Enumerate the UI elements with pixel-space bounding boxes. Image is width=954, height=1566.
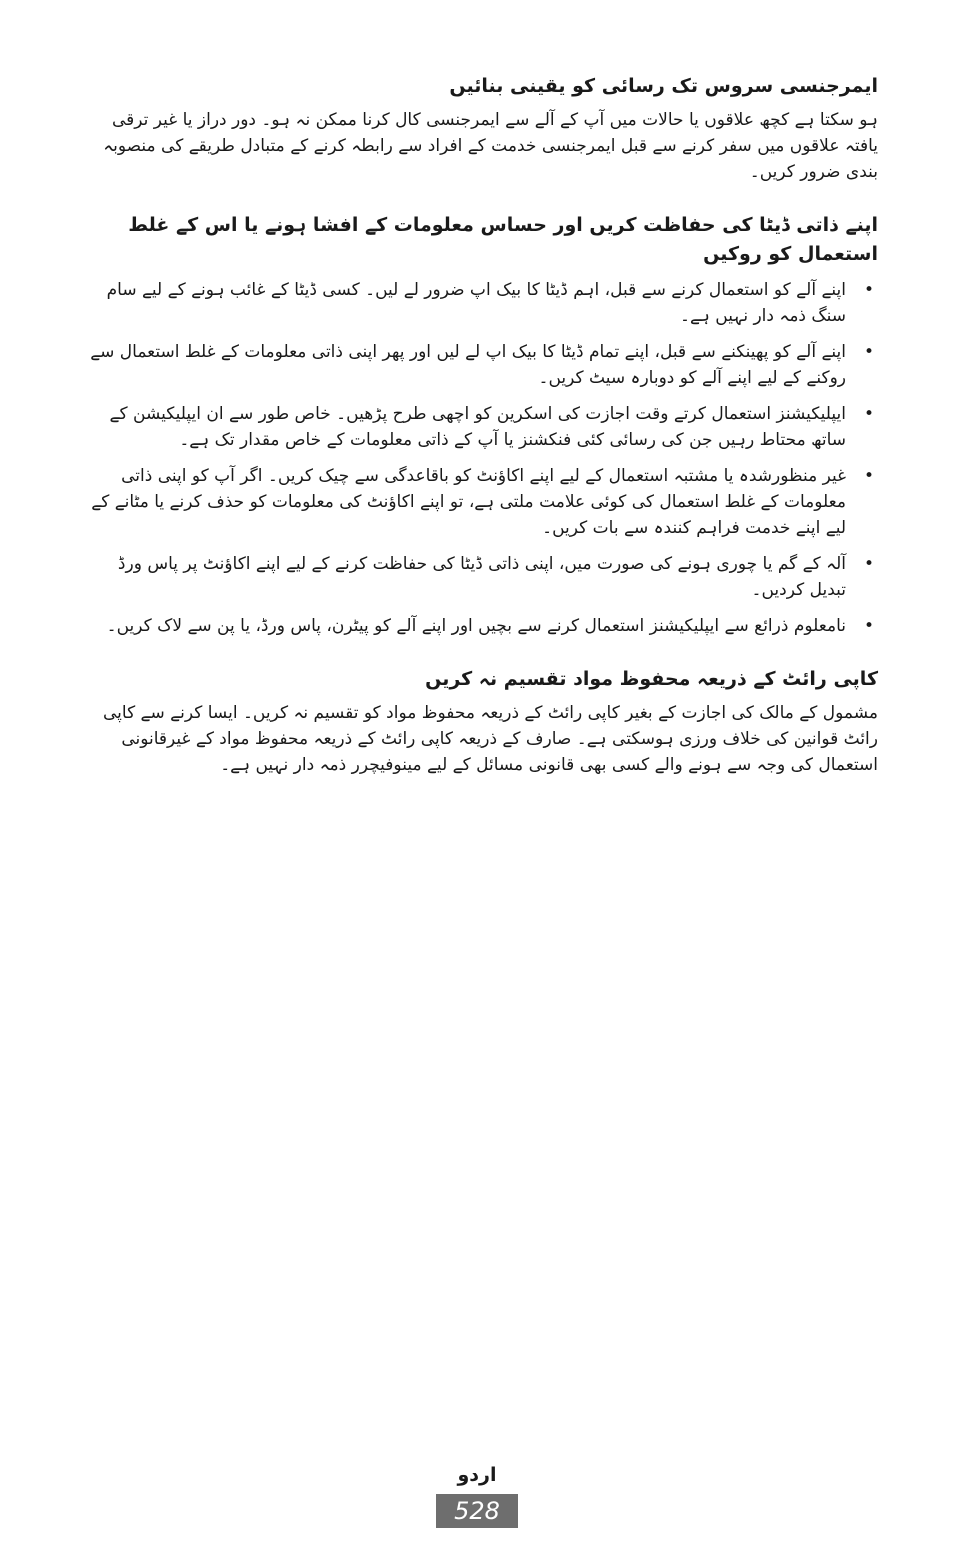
list-item <box>78 277 878 329</box>
section-title: ایمرجنسی سروس تک رسائی کو یقینی بنائیں <box>449 75 878 97</box>
section-emergency <box>78 72 878 185</box>
bullet-icon: • <box>863 616 874 636</box>
bullet-icon: • <box>863 404 874 424</box>
bullet-icon: • <box>863 280 874 300</box>
page-number: 528 <box>436 1494 518 1528</box>
bullet-list <box>78 277 878 639</box>
language-label: اردو <box>457 1464 497 1486</box>
list-item-text: آلہ کے گم یا چوری ہونے کی صورت میں، اپنی ذاتی ڈیٹا کی حفاظت کرنے کے لیے اپنے اکاؤنٹ پر پاس ورڈ تبدیل کردیں۔ <box>117 554 846 600</box>
section-title: کاپی رائٹ کے ذریعہ محفوظ مواد تقسیم نہ کریں <box>425 668 878 690</box>
list-item-text: اپنے آلے کو استعمال کرنے سے قبل، اہم ڈیٹا کا بیک اپ ضرور لے لیں۔ کسی ڈیٹا کے غائب ہونے کے لیے سام سنگ ذمہ دار نہیں ہے۔ <box>106 280 846 326</box>
bullet-icon: • <box>863 554 874 574</box>
list-item-text: غیر منظورشدہ یا مشتبہ استعمال کے لیے اپنے اکاؤنٹ کو باقاعدگی سے چیک کریں۔ اگر آپ کو اپنی ذاتی معلومات کے غلط استعمال کی کوئی علامت ملتی ہے، تو اپنے اکاؤنٹ کی معلومات کو حذف کرنے یا مٹانے کے لیے اپنے خدمت فراہم کنندہ سے بات کریں۔ <box>91 466 846 538</box>
list-item-text: اپنے آلے کو پھینکنے سے قبل، اپنے تمام ڈیٹا کا بیک اپ لے لیں اور پھر اپنی ذاتی معلومات کے غلط استعمال سے روکنے کے لیے اپنے آلے کو دوبارہ سیٹ کریں۔ <box>90 342 846 388</box>
list-item <box>78 551 878 603</box>
section-paragraph: مشمول کے مالک کی اجازت کے بغیر کاپی رائٹ کے ذریعہ محفوظ مواد کو تقسیم نہ کریں۔ ایسا کرنے سے کاپی رائٹ قوانین کی خلاف ورزی ہوسکتی ہے۔ صارف کے ذریعہ کاپی رائٹ کے ذریعہ محفوظ مواد کے غیرقانونی استعمال کی وجہ سے ہونے والے کسی بھی قانونی مسائل کے لیے مینوفیچرر ذمہ دار نہیں ہے۔ <box>102 703 878 775</box>
section-personal-data <box>78 211 878 639</box>
list-item <box>78 401 878 453</box>
list-item <box>78 463 878 541</box>
list-item <box>78 339 878 391</box>
page-footer <box>0 1464 954 1528</box>
list-item-text: نامعلوم ذرائع سے ایپلیکیشنز استعمال کرنے سے بچیں اور اپنے آلے کو پیٹرن، پاس ورڈ، یا پن سے لاک کریں۔ <box>106 616 846 636</box>
section-paragraph: ہو سکتا ہے کچھ علاقوں یا حالات میں آپ کے آلے سے ایمرجنسی کال کرنا ممکن نہ ہو۔ دور دراز یا غیر ترقی یافتہ علاقوں میں سفر کرنے سے قبل ایمرجنسی خدمت کے افراد سے رابطہ کرنے کے متبادل طریقے کی منصوبہ بندی ضرور کریں۔ <box>103 110 878 182</box>
section-copyright <box>78 665 878 778</box>
list-item <box>78 613 878 639</box>
bullet-icon: • <box>863 342 874 362</box>
list-item-text: ایپلیکیشنز استعمال کرتے وقت اجازت کی اسکرین کو اچھی طرح پڑھیں۔ خاص طور سے ان ایپلیکیشن کے ساتھ محتاط رہیں جن کی رسائی کئی فنکشنز یا آپ کے ذاتی معلومات کے خاص مقدار تک ہے۔ <box>109 404 846 450</box>
page-content <box>78 72 878 804</box>
bullet-icon: • <box>863 466 874 486</box>
section-title: اپنے ذاتی ڈیٹا کی حفاظت کریں اور حساس معلومات کے افشا ہونے یا اس کے غلط استعمال کو روکیں <box>128 214 878 265</box>
